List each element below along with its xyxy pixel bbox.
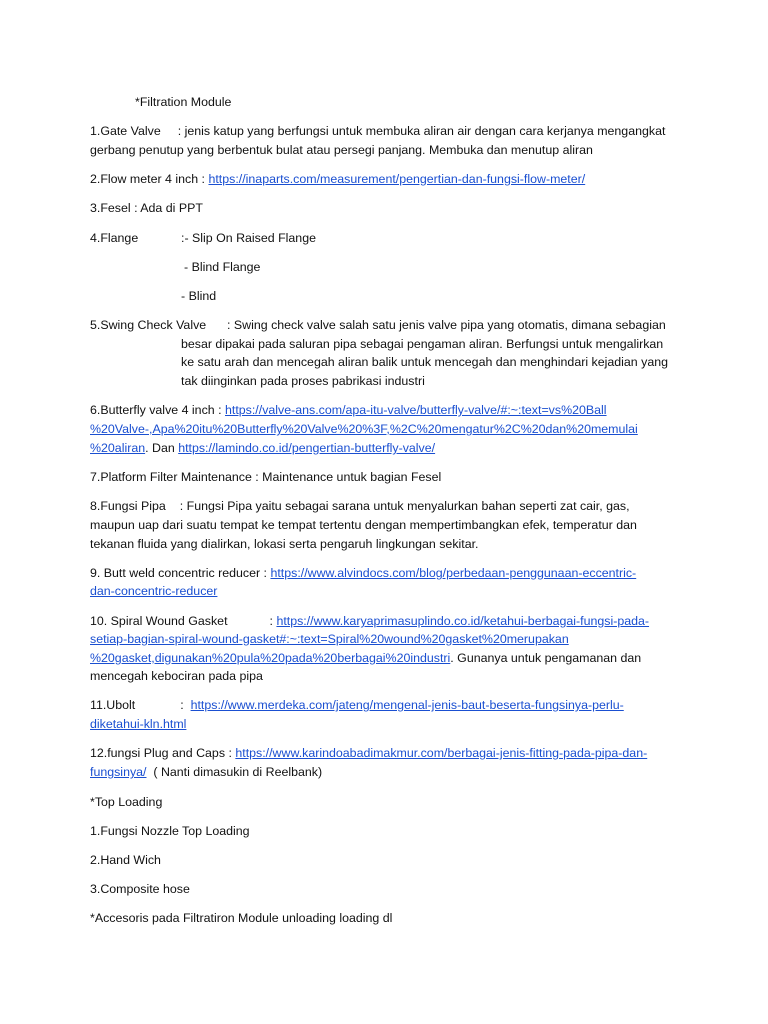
flow-meter-link[interactable]: https://inaparts.com/measurement/pengertian-dan-fungsi-flow-meter/ xyxy=(208,172,586,186)
separator: : xyxy=(180,698,184,712)
item-note: ( Nanti dimasukin di Reelbank) xyxy=(153,765,323,779)
item-fungsi-pipa-line1 xyxy=(90,497,630,515)
item-spiral-line4: mencegah kebociran pada pipa xyxy=(90,669,263,683)
item-spiral-line1 xyxy=(90,612,649,630)
spiral-link[interactable]: https://www.karyaprimasuplindo.co.id/ketahui-berbagai-fungsi-pada- xyxy=(276,614,650,628)
swing-check-text-1: : Swing check valve salah satu jenis valve pipa yang otomatis, dimana sebagian xyxy=(227,318,666,332)
item-text: . Gunanya untuk pengamanan dan xyxy=(450,651,642,665)
footer-note: *Accesoris pada Filtratiron Module unloading loading dl xyxy=(90,911,393,925)
item-fesel: 3.Fesel : Ada di PPT xyxy=(90,201,203,215)
item-flange-label: 4.Flange xyxy=(90,231,139,245)
item-spiral-line3 xyxy=(90,649,641,667)
item-gate-valve-line2: gerbang penutup yang berbentuk bulat atau persegi panjang. Membuka dan menutup aliran xyxy=(90,143,593,157)
top-item-composite-hose: 3.Composite hose xyxy=(90,882,190,896)
item-text: jenis katup yang berfungsi untuk membuka aliran air dengan cara kerjanya mengangkat xyxy=(184,124,666,138)
ubolt-link-cont[interactable]: diketahui-kln.html xyxy=(90,717,187,731)
item-label: 2.Flow meter 4 inch : xyxy=(90,172,206,186)
item-butterfly-line1 xyxy=(90,401,607,419)
item-label: 12.fungsi Plug and Caps : xyxy=(90,746,232,760)
flange-option-1: :- Slip On Raised Flange xyxy=(181,231,316,245)
plug-caps-link[interactable]: https://www.karindoabadimakmur.com/berbagai-jenis-fitting-pada-pipa-dan- xyxy=(235,746,648,760)
swing-check-text-2: besar dipakai pada saluran pipa sebagai pengaman aliran. Berfungsi untuk mengalirkan xyxy=(181,337,664,351)
item-plug-caps-line2 xyxy=(90,763,322,781)
butterfly-link-1-cont[interactable]: %20Valve-,Apa%20itu%20Butterfly%20Valve%20%3F,%2C%20mengatur%2C%20dan%20memulai xyxy=(90,422,638,436)
item-plug-caps-line1 xyxy=(90,744,647,762)
item-fungsi-pipa-line3: tekanan fluida yang dialirkan, lokasi serta pengaruh lingkungan sekitar. xyxy=(90,537,479,551)
spiral-link-cont[interactable]: setiap-bagian-spiral-wound-gasket#:~:text=Spiral%20wound%20gasket%20merupakan xyxy=(90,632,569,646)
swing-check-text-4: tak diinginkan pada proses pabrikasi industri xyxy=(181,374,425,388)
item-swing-check-label: 5.Swing Check Valve xyxy=(90,318,207,332)
flange-option-3: - Blind xyxy=(181,289,217,303)
item-flow-meter xyxy=(90,170,585,188)
item-label: 11.Ubolt xyxy=(90,698,136,712)
item-label: 10. Spiral Wound Gasket xyxy=(90,614,228,628)
top-item-hand-wich: 2.Hand Wich xyxy=(90,853,161,867)
item-label: 1.Gate Valve xyxy=(90,124,161,138)
flange-option-2: - Blind Flange xyxy=(184,260,261,274)
item-ubolt-line2 xyxy=(90,715,186,733)
butterfly-link-1-end[interactable]: %20aliran xyxy=(90,441,146,455)
butt-weld-link[interactable]: https://www.alvindocs.com/blog/perbedaan-penggunaan-eccentric- xyxy=(270,566,637,580)
butterfly-link-1[interactable]: https://valve-ans.com/apa-itu-valve/butterfly-valve/#:~:text=vs%20Ball xyxy=(225,403,607,417)
section-heading-top-loading: *Top Loading xyxy=(90,795,163,809)
item-label: 6.Butterfly valve 4 inch : xyxy=(90,403,222,417)
item-fungsi-pipa-line2: maupun uap dari suatu tempat ke tempat tertentu dengan mempertimbangkan efek, temperatur dan xyxy=(90,518,637,532)
ubolt-link[interactable]: https://www.merdeka.com/jateng/mengenal-jenis-baut-beserta-fungsinya-perlu- xyxy=(190,698,624,712)
top-item-nozzle: 1.Fungsi Nozzle Top Loading xyxy=(90,824,250,838)
item-butterfly-line3 xyxy=(90,439,435,457)
item-butterfly-line2 xyxy=(90,420,638,438)
item-label: 9. Butt weld concentric reducer : xyxy=(90,566,267,580)
connector-text: . Dan xyxy=(145,441,175,455)
section-heading-filtration: *Filtration Module xyxy=(135,95,232,109)
swing-check-text-3: ke satu arah dan mencegah aliran balik untuk mencegah dan menghindari kejadian yang xyxy=(181,355,669,369)
item-platform: 7.Platform Filter Maintenance : Maintenance untuk bagian Fesel xyxy=(90,470,442,484)
spiral-link-end[interactable]: %20gasket,digunakan%20pula%20pada%20berbagai%20industri xyxy=(90,651,451,665)
item-butt-weld-line2 xyxy=(90,582,217,600)
butterfly-link-2[interactable]: https://lamindo.co.id/pengertian-butterfly-valve/ xyxy=(178,441,436,455)
item-spiral-line2 xyxy=(90,630,569,648)
item-butt-weld-line1 xyxy=(90,564,636,582)
item-text: : Fungsi Pipa yaitu sebagai sarana untuk menyalurkan bahan seperti zat cair, gas, xyxy=(179,499,630,513)
plug-caps-link-cont[interactable]: fungsinya/ xyxy=(90,765,147,779)
item-ubolt-line1 xyxy=(90,696,624,714)
separator: : xyxy=(177,124,182,138)
item-gate-valve-line1 xyxy=(90,122,665,140)
butt-weld-link-cont[interactable]: dan-concentric-reducer xyxy=(90,584,218,598)
item-label: 8.Fungsi Pipa xyxy=(90,499,166,513)
separator: : xyxy=(269,614,273,628)
